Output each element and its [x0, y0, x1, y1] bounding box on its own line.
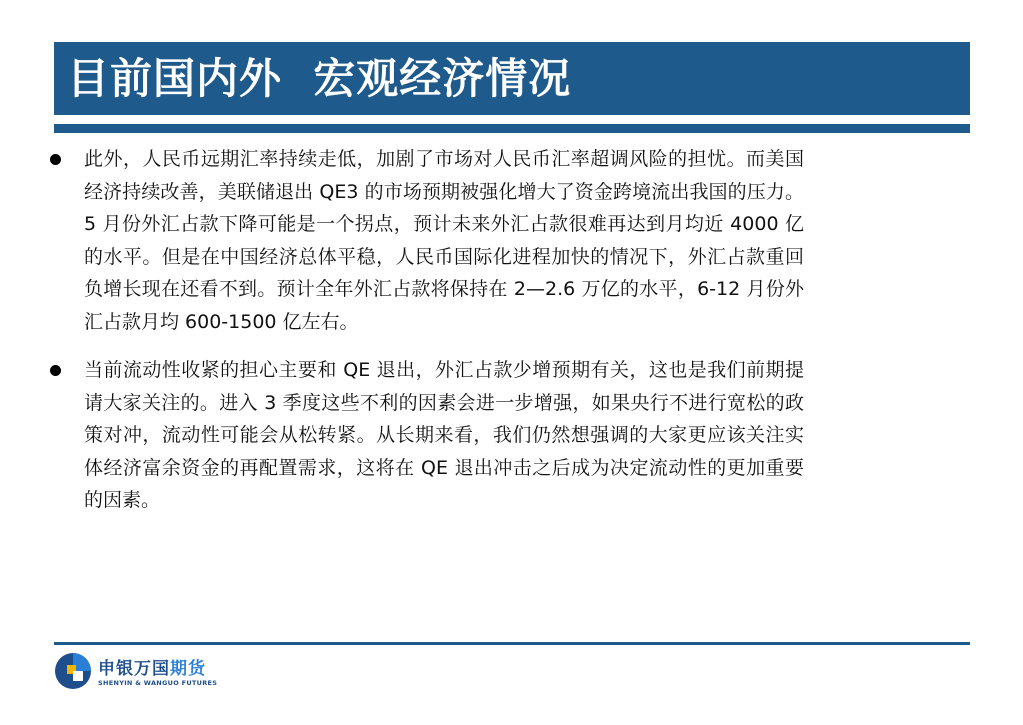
footer-divider	[54, 642, 970, 645]
logo-chinese-name	[98, 654, 206, 679]
logo-english-name: SHENYIN & WANGUO FUTURES	[98, 679, 218, 687]
bullet-dot-icon	[50, 365, 61, 376]
bullet-text-1: 此外，人民币远期汇率持续走低，加剧了市场对人民币汇率超调风险的担忧。而美国经济持续改善，美联储退出 QE3 的市场预期被强化增大了资金跨境流出我国的压力。5 月份外汇占款下降可能是一个拐点，预计未来外汇占款很难再达到月均近 4000 亿的水平。但是在中国经济总体平稳，人民币国际化进程加快的情况下，外汇占款重回负增长现在还看不到。预计全年外汇占款将保持在 2—2.6 万亿的水平，6-12 月份外汇占款月均 600-1500 亿左右。	[84, 148, 804, 333]
shenyin-wanguo-logo-icon	[54, 652, 92, 690]
bullet-list	[44, 143, 804, 517]
title-bar	[54, 42, 970, 115]
page-title: 目前国内外 宏观经济情况	[67, 54, 572, 103]
bullet-item-1	[44, 143, 804, 338]
logo-name-main: 申银万国	[98, 659, 170, 679]
title-underline	[54, 124, 970, 133]
company-logo	[54, 652, 234, 696]
logo-name-accent: 期货	[170, 659, 206, 679]
bullet-text-2: 当前流动性收紧的担心主要和 QE 退出，外汇占款少增预期有关，这也是我们前期提请大家关注的。进入 3 季度这些不利的因素会进一步增强，如果央行不进行宽松的政策对冲，流动性可能会从松转紧。从长期来看，我们仍然想强调的大家更应该关注实体经济富余资金的再配置需求，这将在 QE 退出冲击之后成为决定流动性的更加重要的因素。	[84, 359, 804, 511]
bullet-item-2	[44, 354, 804, 517]
bullet-dot-icon	[50, 154, 61, 165]
